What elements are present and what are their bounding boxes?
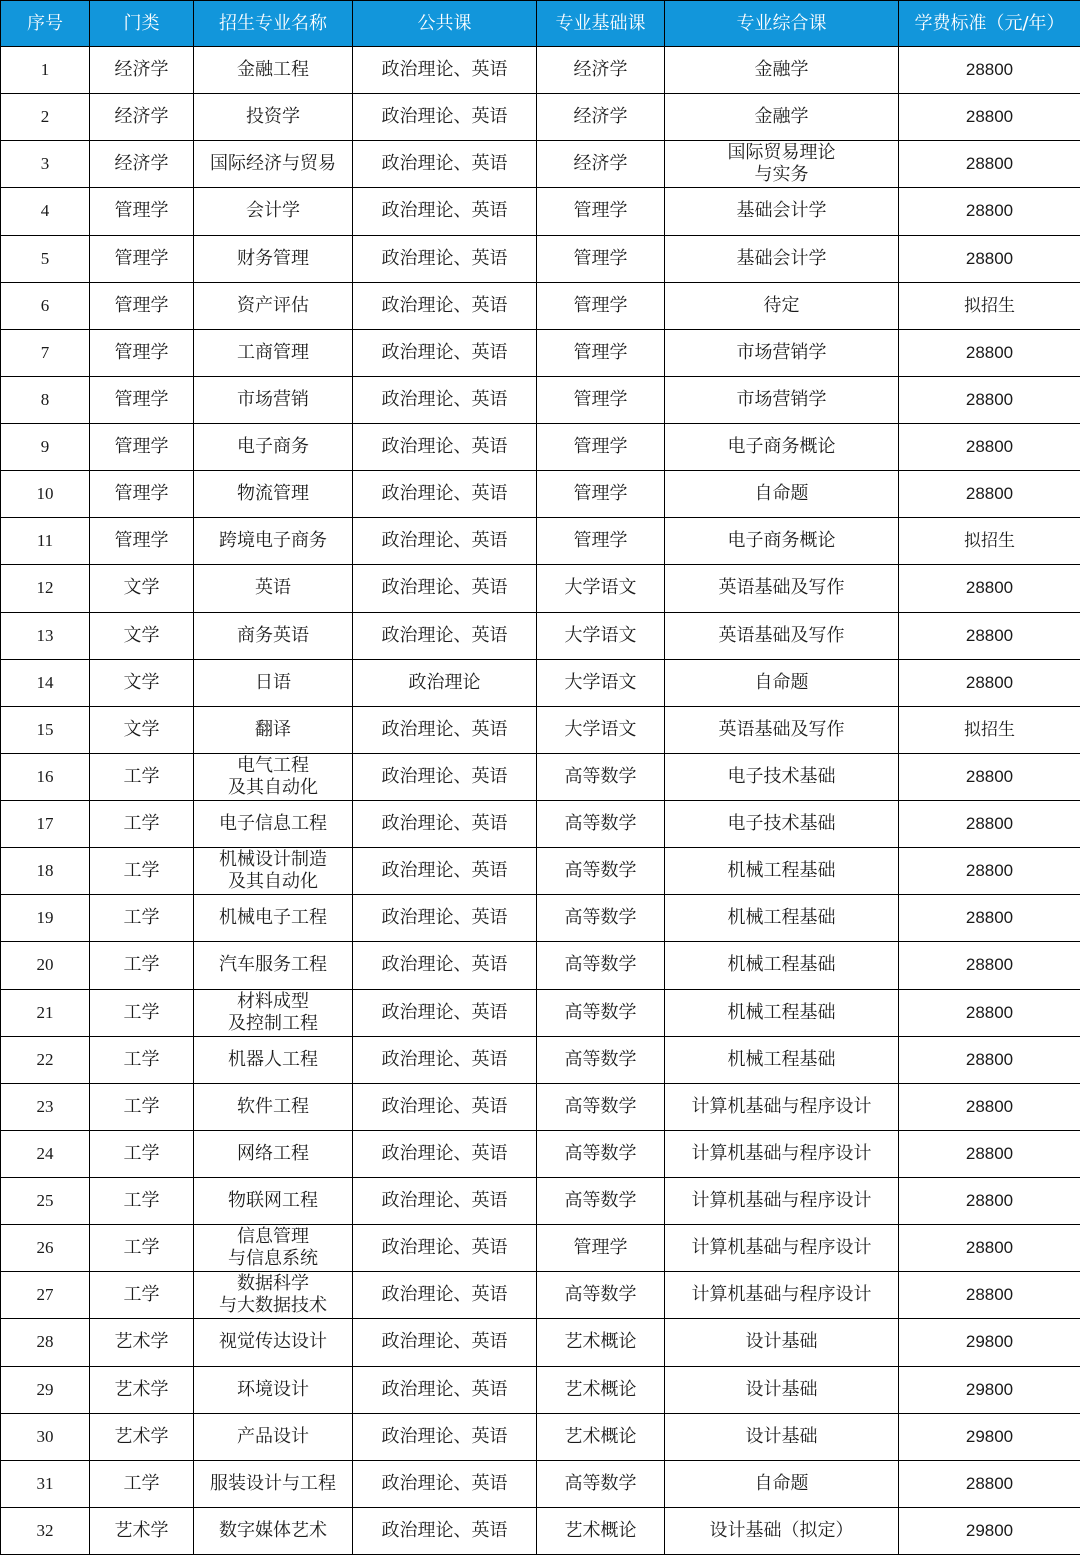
category-cell: 工学 bbox=[90, 1460, 194, 1507]
tuition-cell: 29800 bbox=[899, 1507, 1080, 1554]
category-cell: 经济学 bbox=[90, 94, 194, 141]
major-name-cell: 材料成型 及控制工程 bbox=[194, 989, 353, 1036]
table-row bbox=[1, 518, 1080, 565]
major-name-cell: 汽车服务工程 bbox=[194, 942, 353, 989]
major-name-cell: 国际经济与贸易 bbox=[194, 141, 353, 188]
index-cell: 17 bbox=[1, 801, 90, 848]
major-name-cell: 会计学 bbox=[194, 188, 353, 235]
table-row bbox=[1, 1460, 1080, 1507]
foundation-course-cell: 高等数学 bbox=[537, 1460, 665, 1507]
comprehensive-course-cell: 计算机基础与程序设计 bbox=[665, 1272, 899, 1319]
index-cell: 18 bbox=[1, 848, 90, 895]
tuition-cell: 拟招生 bbox=[899, 518, 1080, 565]
category-cell: 工学 bbox=[90, 848, 194, 895]
tuition-cell: 28800 bbox=[899, 141, 1080, 188]
comprehensive-course-cell: 电子商务概论 bbox=[665, 518, 899, 565]
index-cell: 12 bbox=[1, 565, 90, 612]
index-cell: 22 bbox=[1, 1036, 90, 1083]
index-cell: 30 bbox=[1, 1413, 90, 1460]
index-cell: 5 bbox=[1, 235, 90, 282]
public-course-cell: 政治理论、英语 bbox=[353, 1225, 537, 1272]
tuition-cell: 29800 bbox=[899, 1319, 1080, 1366]
major-name-cell: 网络工程 bbox=[194, 1130, 353, 1177]
foundation-course-cell: 管理学 bbox=[537, 518, 665, 565]
index-cell: 11 bbox=[1, 518, 90, 565]
table-row bbox=[1, 471, 1080, 518]
header-tuition: 学费标准（元/年） bbox=[899, 1, 1080, 47]
foundation-course-cell: 高等数学 bbox=[537, 753, 665, 800]
comprehensive-course-cell: 计算机基础与程序设计 bbox=[665, 1130, 899, 1177]
comprehensive-course-cell: 英语基础及写作 bbox=[665, 565, 899, 612]
index-cell: 6 bbox=[1, 282, 90, 329]
index-cell: 1 bbox=[1, 47, 90, 94]
table-row bbox=[1, 376, 1080, 423]
foundation-course-cell: 管理学 bbox=[537, 329, 665, 376]
tuition-cell: 28800 bbox=[899, 47, 1080, 94]
comprehensive-course-cell: 设计基础（拟定） bbox=[665, 1507, 899, 1554]
major-name-cell: 工商管理 bbox=[194, 329, 353, 376]
public-course-cell: 政治理论、英语 bbox=[353, 753, 537, 800]
category-cell: 管理学 bbox=[90, 282, 194, 329]
major-name-cell: 电子商务 bbox=[194, 424, 353, 471]
table-row bbox=[1, 282, 1080, 329]
table-row bbox=[1, 424, 1080, 471]
category-cell: 文学 bbox=[90, 612, 194, 659]
table-header bbox=[1, 1, 1080, 47]
category-cell: 艺术学 bbox=[90, 1507, 194, 1554]
category-cell: 艺术学 bbox=[90, 1319, 194, 1366]
index-cell: 8 bbox=[1, 376, 90, 423]
table-row bbox=[1, 801, 1080, 848]
public-course-cell: 政治理论、英语 bbox=[353, 188, 537, 235]
foundation-course-cell: 艺术概论 bbox=[537, 1507, 665, 1554]
foundation-course-cell: 管理学 bbox=[537, 471, 665, 518]
public-course-cell: 政治理论、英语 bbox=[353, 518, 537, 565]
comprehensive-course-cell: 机械工程基础 bbox=[665, 1036, 899, 1083]
foundation-course-cell: 高等数学 bbox=[537, 942, 665, 989]
category-cell: 工学 bbox=[90, 989, 194, 1036]
foundation-course-cell: 大学语文 bbox=[537, 612, 665, 659]
tuition-cell: 28800 bbox=[899, 188, 1080, 235]
header-row bbox=[1, 1, 1080, 47]
public-course-cell: 政治理论、英语 bbox=[353, 706, 537, 753]
category-cell: 文学 bbox=[90, 659, 194, 706]
public-course-cell: 政治理论、英语 bbox=[353, 942, 537, 989]
header-category: 门类 bbox=[90, 1, 194, 47]
major-name-cell: 金融工程 bbox=[194, 47, 353, 94]
category-cell: 工学 bbox=[90, 1083, 194, 1130]
public-course-cell: 政治理论、英语 bbox=[353, 1083, 537, 1130]
category-cell: 工学 bbox=[90, 1272, 194, 1319]
major-name-cell: 机器人工程 bbox=[194, 1036, 353, 1083]
index-cell: 26 bbox=[1, 1225, 90, 1272]
table-row bbox=[1, 1366, 1080, 1413]
tuition-cell: 28800 bbox=[899, 801, 1080, 848]
index-cell: 2 bbox=[1, 94, 90, 141]
foundation-course-cell: 管理学 bbox=[537, 1225, 665, 1272]
table-row bbox=[1, 1507, 1080, 1554]
public-course-cell: 政治理论、英语 bbox=[353, 801, 537, 848]
public-course-cell: 政治理论、英语 bbox=[353, 1413, 537, 1460]
table-row bbox=[1, 47, 1080, 94]
category-cell: 工学 bbox=[90, 942, 194, 989]
table-row bbox=[1, 141, 1080, 188]
tuition-cell: 28800 bbox=[899, 376, 1080, 423]
major-name-cell: 产品设计 bbox=[194, 1413, 353, 1460]
category-cell: 管理学 bbox=[90, 188, 194, 235]
public-course-cell: 政治理论、英语 bbox=[353, 471, 537, 518]
tuition-cell: 28800 bbox=[899, 94, 1080, 141]
tuition-cell: 28800 bbox=[899, 565, 1080, 612]
foundation-course-cell: 管理学 bbox=[537, 235, 665, 282]
tuition-cell: 28800 bbox=[899, 329, 1080, 376]
major-name-cell: 机械设计制造 及其自动化 bbox=[194, 848, 353, 895]
comprehensive-course-cell: 计算机基础与程序设计 bbox=[665, 1225, 899, 1272]
comprehensive-course-cell: 国际贸易理论 与实务 bbox=[665, 141, 899, 188]
comprehensive-course-cell: 机械工程基础 bbox=[665, 942, 899, 989]
table-row bbox=[1, 329, 1080, 376]
table-row bbox=[1, 188, 1080, 235]
public-course-cell: 政治理论、英语 bbox=[353, 612, 537, 659]
comprehensive-course-cell: 自命题 bbox=[665, 1460, 899, 1507]
index-cell: 10 bbox=[1, 471, 90, 518]
header-major-name: 招生专业名称 bbox=[194, 1, 353, 47]
header-comprehensive-course: 专业综合课 bbox=[665, 1, 899, 47]
index-cell: 4 bbox=[1, 188, 90, 235]
comprehensive-course-cell: 基础会计学 bbox=[665, 188, 899, 235]
major-name-cell: 信息管理 与信息系统 bbox=[194, 1225, 353, 1272]
tuition-cell: 28800 bbox=[899, 1225, 1080, 1272]
index-cell: 15 bbox=[1, 706, 90, 753]
public-course-cell: 政治理论、英语 bbox=[353, 47, 537, 94]
table-row bbox=[1, 565, 1080, 612]
header-public-course: 公共课 bbox=[353, 1, 537, 47]
public-course-cell: 政治理论、英语 bbox=[353, 1319, 537, 1366]
comprehensive-course-cell: 基础会计学 bbox=[665, 235, 899, 282]
index-cell: 32 bbox=[1, 1507, 90, 1554]
index-cell: 14 bbox=[1, 659, 90, 706]
tuition-cell: 28800 bbox=[899, 895, 1080, 942]
public-course-cell: 政治理论 bbox=[353, 659, 537, 706]
table-row bbox=[1, 1413, 1080, 1460]
tuition-cell: 28800 bbox=[899, 1036, 1080, 1083]
public-course-cell: 政治理论、英语 bbox=[353, 1507, 537, 1554]
foundation-course-cell: 经济学 bbox=[537, 47, 665, 94]
public-course-cell: 政治理论、英语 bbox=[353, 376, 537, 423]
table-row bbox=[1, 1225, 1080, 1272]
public-course-cell: 政治理论、英语 bbox=[353, 989, 537, 1036]
category-cell: 工学 bbox=[90, 895, 194, 942]
tuition-cell: 28800 bbox=[899, 753, 1080, 800]
category-cell: 管理学 bbox=[90, 518, 194, 565]
category-cell: 管理学 bbox=[90, 235, 194, 282]
tuition-cell: 28800 bbox=[899, 1083, 1080, 1130]
category-cell: 经济学 bbox=[90, 47, 194, 94]
foundation-course-cell: 大学语文 bbox=[537, 706, 665, 753]
foundation-course-cell: 高等数学 bbox=[537, 1130, 665, 1177]
index-cell: 7 bbox=[1, 329, 90, 376]
public-course-cell: 政治理论、英语 bbox=[353, 1178, 537, 1225]
major-name-cell: 财务管理 bbox=[194, 235, 353, 282]
major-name-cell: 电气工程 及其自动化 bbox=[194, 753, 353, 800]
comprehensive-course-cell: 机械工程基础 bbox=[665, 848, 899, 895]
comprehensive-course-cell: 电子商务概论 bbox=[665, 424, 899, 471]
table-row bbox=[1, 706, 1080, 753]
foundation-course-cell: 经济学 bbox=[537, 141, 665, 188]
table-row bbox=[1, 942, 1080, 989]
public-course-cell: 政治理论、英语 bbox=[353, 1036, 537, 1083]
index-cell: 19 bbox=[1, 895, 90, 942]
table-row bbox=[1, 848, 1080, 895]
index-cell: 31 bbox=[1, 1460, 90, 1507]
major-name-cell: 数字媒体艺术 bbox=[194, 1507, 353, 1554]
tuition-cell: 28800 bbox=[899, 424, 1080, 471]
foundation-course-cell: 高等数学 bbox=[537, 1083, 665, 1130]
category-cell: 工学 bbox=[90, 753, 194, 800]
major-name-cell: 环境设计 bbox=[194, 1366, 353, 1413]
index-cell: 9 bbox=[1, 424, 90, 471]
table-row bbox=[1, 753, 1080, 800]
tuition-cell: 28800 bbox=[899, 942, 1080, 989]
tuition-cell: 28800 bbox=[899, 471, 1080, 518]
public-course-cell: 政治理论、英语 bbox=[353, 565, 537, 612]
category-cell: 工学 bbox=[90, 1178, 194, 1225]
comprehensive-course-cell: 英语基础及写作 bbox=[665, 706, 899, 753]
comprehensive-course-cell: 金融学 bbox=[665, 47, 899, 94]
tuition-cell: 28800 bbox=[899, 1272, 1080, 1319]
tuition-cell: 29800 bbox=[899, 1413, 1080, 1460]
index-cell: 24 bbox=[1, 1130, 90, 1177]
index-cell: 16 bbox=[1, 753, 90, 800]
comprehensive-course-cell: 电子技术基础 bbox=[665, 801, 899, 848]
foundation-course-cell: 大学语文 bbox=[537, 659, 665, 706]
table-row bbox=[1, 989, 1080, 1036]
index-cell: 29 bbox=[1, 1366, 90, 1413]
category-cell: 工学 bbox=[90, 1130, 194, 1177]
comprehensive-course-cell: 待定 bbox=[665, 282, 899, 329]
table-body bbox=[1, 47, 1080, 1555]
foundation-course-cell: 高等数学 bbox=[537, 848, 665, 895]
category-cell: 文学 bbox=[90, 706, 194, 753]
tuition-cell: 拟招生 bbox=[899, 282, 1080, 329]
foundation-course-cell: 高等数学 bbox=[537, 1272, 665, 1319]
comprehensive-course-cell: 设计基础 bbox=[665, 1413, 899, 1460]
table-row bbox=[1, 895, 1080, 942]
major-name-cell: 跨境电子商务 bbox=[194, 518, 353, 565]
comprehensive-course-cell: 英语基础及写作 bbox=[665, 612, 899, 659]
category-cell: 艺术学 bbox=[90, 1366, 194, 1413]
category-cell: 管理学 bbox=[90, 329, 194, 376]
public-course-cell: 政治理论、英语 bbox=[353, 282, 537, 329]
category-cell: 管理学 bbox=[90, 471, 194, 518]
table-row bbox=[1, 1083, 1080, 1130]
category-cell: 管理学 bbox=[90, 376, 194, 423]
public-course-cell: 政治理论、英语 bbox=[353, 1130, 537, 1177]
major-name-cell: 服装设计与工程 bbox=[194, 1460, 353, 1507]
comprehensive-course-cell: 机械工程基础 bbox=[665, 895, 899, 942]
tuition-cell: 28800 bbox=[899, 235, 1080, 282]
foundation-course-cell: 高等数学 bbox=[537, 895, 665, 942]
tuition-cell: 28800 bbox=[899, 1178, 1080, 1225]
table-row bbox=[1, 1036, 1080, 1083]
tuition-cell: 28800 bbox=[899, 848, 1080, 895]
index-cell: 28 bbox=[1, 1319, 90, 1366]
foundation-course-cell: 高等数学 bbox=[537, 1036, 665, 1083]
public-course-cell: 政治理论、英语 bbox=[353, 848, 537, 895]
major-name-cell: 视觉传达设计 bbox=[194, 1319, 353, 1366]
index-cell: 25 bbox=[1, 1178, 90, 1225]
major-name-cell: 英语 bbox=[194, 565, 353, 612]
major-name-cell: 机械电子工程 bbox=[194, 895, 353, 942]
major-name-cell: 日语 bbox=[194, 659, 353, 706]
major-name-cell: 商务英语 bbox=[194, 612, 353, 659]
foundation-course-cell: 管理学 bbox=[537, 376, 665, 423]
foundation-course-cell: 艺术概论 bbox=[537, 1366, 665, 1413]
category-cell: 工学 bbox=[90, 1036, 194, 1083]
major-name-cell: 资产评估 bbox=[194, 282, 353, 329]
table-row bbox=[1, 659, 1080, 706]
index-cell: 23 bbox=[1, 1083, 90, 1130]
major-name-cell: 市场营销 bbox=[194, 376, 353, 423]
comprehensive-course-cell: 计算机基础与程序设计 bbox=[665, 1178, 899, 1225]
category-cell: 文学 bbox=[90, 565, 194, 612]
foundation-course-cell: 高等数学 bbox=[537, 989, 665, 1036]
comprehensive-course-cell: 市场营销学 bbox=[665, 376, 899, 423]
comprehensive-course-cell: 设计基础 bbox=[665, 1319, 899, 1366]
header-foundation-course: 专业基础课 bbox=[537, 1, 665, 47]
comprehensive-course-cell: 机械工程基础 bbox=[665, 989, 899, 1036]
public-course-cell: 政治理论、英语 bbox=[353, 1272, 537, 1319]
tuition-cell: 28800 bbox=[899, 1460, 1080, 1507]
index-cell: 13 bbox=[1, 612, 90, 659]
public-course-cell: 政治理论、英语 bbox=[353, 424, 537, 471]
category-cell: 艺术学 bbox=[90, 1413, 194, 1460]
table-row bbox=[1, 1178, 1080, 1225]
comprehensive-course-cell: 金融学 bbox=[665, 94, 899, 141]
tuition-cell: 28800 bbox=[899, 612, 1080, 659]
public-course-cell: 政治理论、英语 bbox=[353, 141, 537, 188]
index-cell: 20 bbox=[1, 942, 90, 989]
category-cell: 管理学 bbox=[90, 424, 194, 471]
comprehensive-course-cell: 电子技术基础 bbox=[665, 753, 899, 800]
major-name-cell: 投资学 bbox=[194, 94, 353, 141]
table-row bbox=[1, 94, 1080, 141]
table-row bbox=[1, 1272, 1080, 1319]
comprehensive-course-cell: 自命题 bbox=[665, 659, 899, 706]
foundation-course-cell: 艺术概论 bbox=[537, 1413, 665, 1460]
public-course-cell: 政治理论、英语 bbox=[353, 329, 537, 376]
major-name-cell: 数据科学 与大数据技术 bbox=[194, 1272, 353, 1319]
header-index: 序号 bbox=[1, 1, 90, 47]
index-cell: 3 bbox=[1, 141, 90, 188]
major-name-cell: 物流管理 bbox=[194, 471, 353, 518]
foundation-course-cell: 高等数学 bbox=[537, 1178, 665, 1225]
category-cell: 工学 bbox=[90, 1225, 194, 1272]
tuition-cell: 28800 bbox=[899, 659, 1080, 706]
foundation-course-cell: 经济学 bbox=[537, 94, 665, 141]
major-name-cell: 物联网工程 bbox=[194, 1178, 353, 1225]
foundation-course-cell: 管理学 bbox=[537, 424, 665, 471]
tuition-cell: 28800 bbox=[899, 1130, 1080, 1177]
tuition-cell: 28800 bbox=[899, 989, 1080, 1036]
major-name-cell: 电子信息工程 bbox=[194, 801, 353, 848]
index-cell: 27 bbox=[1, 1272, 90, 1319]
public-course-cell: 政治理论、英语 bbox=[353, 1366, 537, 1413]
comprehensive-course-cell: 市场营销学 bbox=[665, 329, 899, 376]
foundation-course-cell: 大学语文 bbox=[537, 565, 665, 612]
public-course-cell: 政治理论、英语 bbox=[353, 94, 537, 141]
major-name-cell: 软件工程 bbox=[194, 1083, 353, 1130]
foundation-course-cell: 管理学 bbox=[537, 282, 665, 329]
category-cell: 工学 bbox=[90, 801, 194, 848]
major-name-cell: 翻译 bbox=[194, 706, 353, 753]
tuition-cell: 29800 bbox=[899, 1366, 1080, 1413]
index-cell: 21 bbox=[1, 989, 90, 1036]
foundation-course-cell: 艺术概论 bbox=[537, 1319, 665, 1366]
foundation-course-cell: 管理学 bbox=[537, 188, 665, 235]
table-row bbox=[1, 1130, 1080, 1177]
public-course-cell: 政治理论、英语 bbox=[353, 895, 537, 942]
table-row bbox=[1, 235, 1080, 282]
foundation-course-cell: 高等数学 bbox=[537, 801, 665, 848]
public-course-cell: 政治理论、英语 bbox=[353, 1460, 537, 1507]
public-course-cell: 政治理论、英语 bbox=[353, 235, 537, 282]
category-cell: 经济学 bbox=[90, 141, 194, 188]
comprehensive-course-cell: 设计基础 bbox=[665, 1366, 899, 1413]
table-row bbox=[1, 612, 1080, 659]
table-row bbox=[1, 1319, 1080, 1366]
comprehensive-course-cell: 计算机基础与程序设计 bbox=[665, 1083, 899, 1130]
tuition-cell: 拟招生 bbox=[899, 706, 1080, 753]
comprehensive-course-cell: 自命题 bbox=[665, 471, 899, 518]
